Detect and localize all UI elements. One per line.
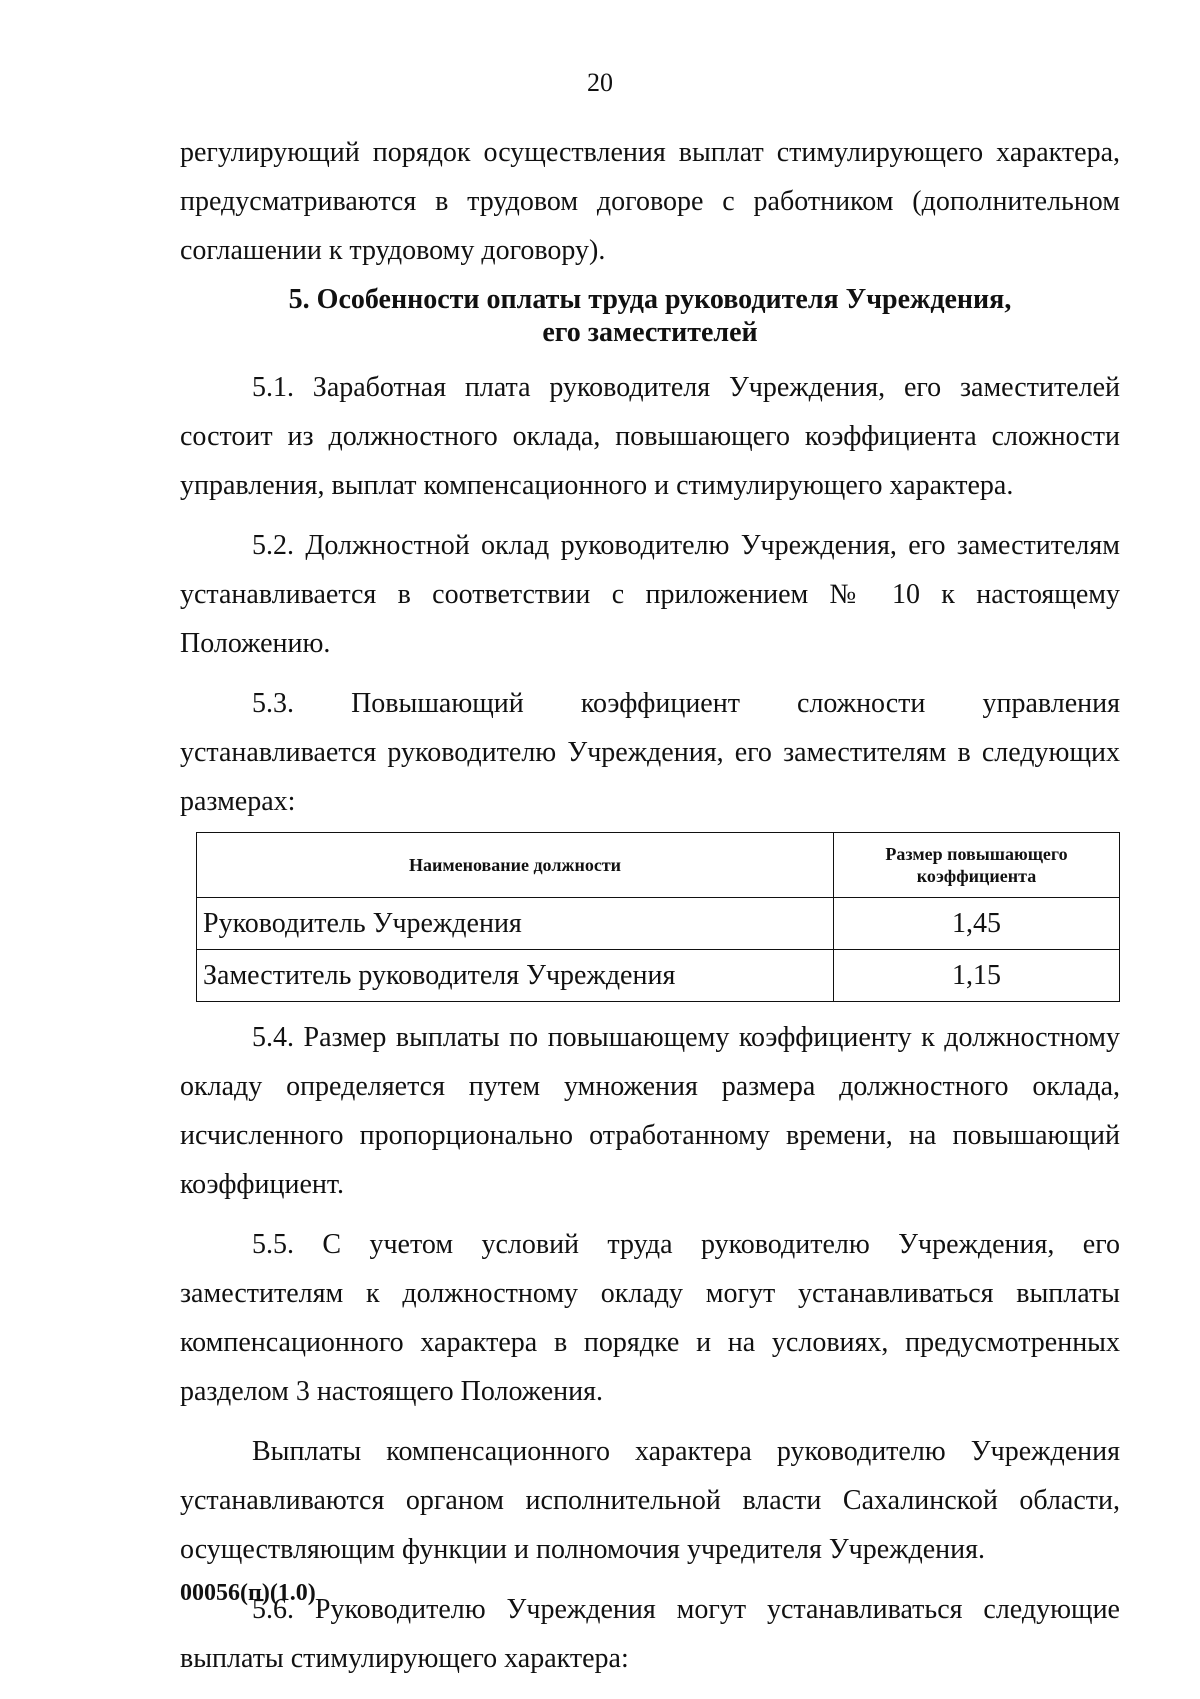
paragraph-5-4: 5.4. Размер выплаты по повышающему коэффициенту к должностному окладу определяется путем умножения размера должностного оклада, исчисленного пропорционально отработанному времени, на повышающий коэффициент. bbox=[180, 1022, 1120, 1200]
header-position: Наименование должности bbox=[197, 833, 834, 898]
paragraph-5-6: 5.6. Руководителю Учреждения могут устанавливаться следующие выплаты стимулирующего характера: bbox=[180, 1594, 1120, 1674]
document-body bbox=[180, 128, 1120, 1683]
paragraph-intro: регулирующий порядок осуществления выплат стимулирующего характера, предусматриваются в трудовом договоре с работником (дополнительном соглашении к трудовому договору). bbox=[180, 137, 1120, 266]
coefficient-table bbox=[196, 832, 1120, 1002]
cell-position: Руководитель Учреждения bbox=[197, 898, 834, 950]
table-row bbox=[197, 898, 1120, 950]
header-coefficient: Размер повышающего коэффициента bbox=[834, 833, 1120, 898]
paragraph-5-1: 5.1. Заработная плата руководителя Учреждения, его заместителей состоит из должностного оклада, повышающего коэффициента сложности управления, выплат компенсационного и стимулирующего характера. bbox=[180, 372, 1120, 501]
paragraph-5-5-b: Выплаты компенсационного характера руководителю Учреждения устанавливаются органом исполнительной власти Сахалинской области, осуществляющим функции и полномочия учредителя Учреждения. bbox=[180, 1436, 1120, 1565]
cell-position: Заместитель руководителя Учреждения bbox=[197, 950, 834, 1002]
document-code: 00056(п)(1.0) bbox=[180, 1580, 316, 1606]
paragraph-5-5: 5.5. С учетом условий труда руководителю Учреждения, его заместителям к должностному окладу могут устанавливаться выплаты компенсационного характера в порядке и на условиях, предусмотренных разделом 3 настоящего Положения. bbox=[180, 1229, 1120, 1407]
table-row bbox=[197, 950, 1120, 1002]
page-number: 20 bbox=[587, 68, 613, 97]
table-header-row bbox=[197, 833, 1120, 898]
paragraph-5-3: 5.3. Повышающий коэффициент сложности управления устанавливается руководителю Учреждения, его заместителям в следующих размерах: bbox=[180, 688, 1120, 817]
cell-coefficient: 1,45 bbox=[834, 898, 1120, 950]
section-heading-line-2: его заместителей bbox=[542, 317, 758, 348]
cell-coefficient: 1,15 bbox=[834, 950, 1120, 1002]
section-heading bbox=[180, 283, 1120, 349]
section-heading-line-1: 5. Особенности оплаты труда руководителя Учреждения, bbox=[288, 284, 1012, 315]
paragraph-5-2: 5.2. Должностной оклад руководителю Учреждения, его заместителям устанавливается в соответствии с приложением № 10 к настоящему Положению. bbox=[180, 530, 1120, 659]
